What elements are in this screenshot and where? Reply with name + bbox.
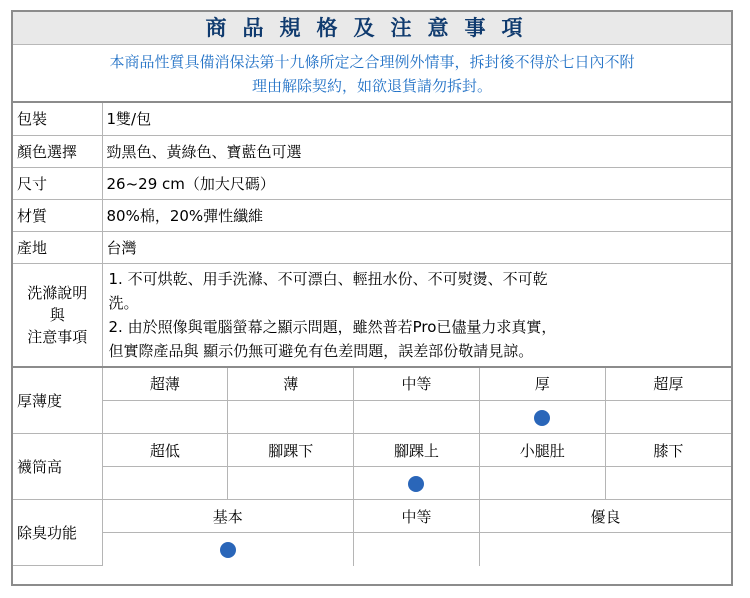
page-title: 商品規格及注意事項 (13, 12, 731, 45)
thickness-marker-row (13, 401, 731, 434)
thickness-option: 超厚 (605, 368, 731, 401)
selected-dot-icon (220, 542, 236, 558)
spec-row-care (13, 263, 731, 367)
thickness-options-row (13, 368, 731, 401)
spec-label: 顏色選擇 (13, 135, 102, 167)
thickness-option: 超薄 (102, 368, 228, 401)
notice-line-2: 理由解除契約，如欲退貨請勿拆封。 (251, 77, 492, 95)
marker-cell (479, 533, 731, 566)
spec-label: 材質 (13, 199, 102, 231)
marker-cell (228, 467, 354, 500)
deodorant-option: 中等 (354, 500, 480, 533)
selected-dot-icon (534, 410, 550, 426)
sock-height-marker-row (13, 467, 731, 500)
marker-cell (228, 401, 354, 434)
grade-table (13, 368, 731, 567)
care-instructions (102, 263, 731, 367)
spec-value: 台灣 (102, 231, 731, 263)
care-label-line: 與 (49, 305, 65, 324)
marker-cell (354, 533, 480, 566)
spec-value: 1雙/包 (102, 103, 731, 135)
spec-value: 勁黑色、黃綠色、寶藍色可選 (102, 135, 731, 167)
spec-label: 產地 (13, 231, 102, 263)
spec-row-color (13, 135, 731, 167)
return-policy-notice (13, 45, 731, 103)
marker-cell (102, 467, 228, 500)
thickness-option: 厚 (479, 368, 605, 401)
spec-value: 26~29 cm（加大尺碼） (102, 167, 731, 199)
care-text-line: 2. 由於照像與電腦螢幕之顯示問題，雖然普若Pro已儘量力求真實， (108, 317, 557, 336)
sock-height-option: 超低 (102, 434, 228, 467)
sock-height-option: 膝下 (605, 434, 731, 467)
care-text-line: 1. 不可烘乾、用手洗滌、不可漂白、輕扭水份、不可熨燙、不可乾 (108, 269, 548, 288)
spec-value: 80%棉，20%彈性纖維 (102, 199, 731, 231)
care-text-line: 但實際產品與 顯示仍無可避免有色差問題，誤差部份敬請見諒。 (108, 341, 534, 360)
sock-height-options-row (13, 434, 731, 467)
marker-cell (102, 401, 228, 434)
marker-cell (354, 467, 480, 500)
sock-height-option: 小腿肚 (479, 434, 605, 467)
sock-height-option: 腳踝上 (354, 434, 480, 467)
marker-cell (479, 401, 605, 434)
sock-height-label: 襪筒高 (13, 434, 102, 500)
marker-cell (102, 533, 354, 566)
spec-row-size (13, 167, 731, 199)
spec-row-origin (13, 231, 731, 263)
care-label-line: 洗滌說明 (27, 283, 88, 302)
deodorant-option: 基本 (102, 500, 354, 533)
marker-cell (479, 467, 605, 500)
thickness-option: 中等 (354, 368, 480, 401)
marker-cell (354, 401, 480, 434)
marker-cell (605, 467, 731, 500)
thickness-label: 厚薄度 (13, 368, 102, 434)
spec-label: 尺寸 (13, 167, 102, 199)
deodorant-option: 優良 (479, 500, 731, 533)
spec-row-packaging (13, 103, 731, 135)
sock-height-option: 腳踝下 (228, 434, 354, 467)
thickness-option: 薄 (228, 368, 354, 401)
deodorant-options-row (13, 500, 731, 533)
care-label (13, 263, 102, 367)
spec-table (13, 103, 731, 368)
marker-cell (605, 401, 731, 434)
selected-dot-icon (408, 476, 424, 492)
deodorant-label: 除臭功能 (13, 500, 102, 566)
care-text-line: 洗。 (108, 293, 139, 312)
notice-line-1: 本商品性質具備消保法第十九條所定之合理例外情事，拆封後不得於七日內不附 (109, 53, 635, 71)
spec-label: 包裝 (13, 103, 102, 135)
spec-row-material (13, 199, 731, 231)
deodorant-marker-row (13, 533, 731, 566)
spec-sheet (11, 10, 733, 586)
care-label-line: 注意事項 (27, 327, 88, 346)
